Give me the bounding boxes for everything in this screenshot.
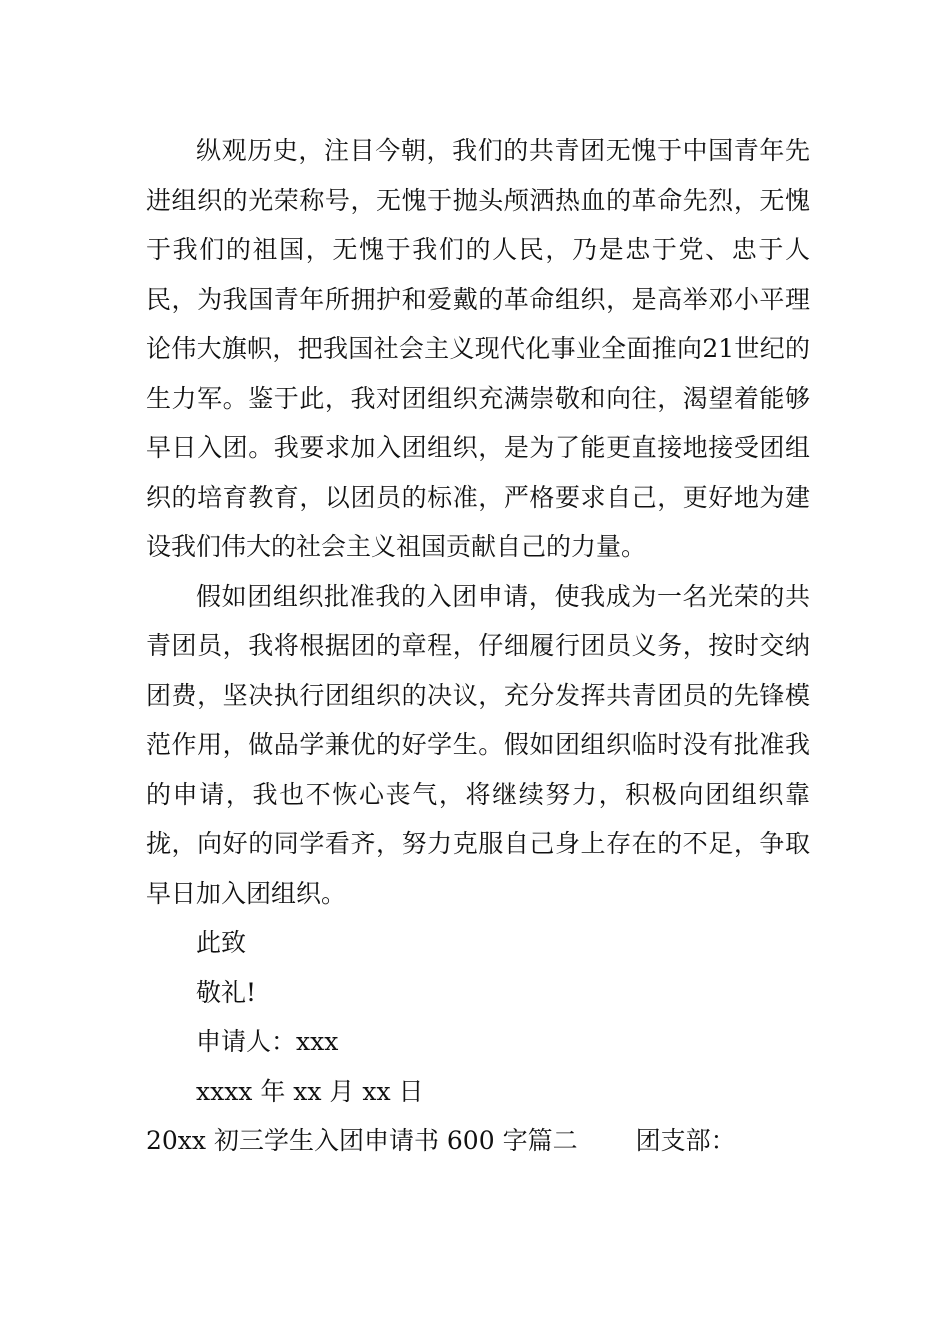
body-paragraph: 假如团组织批准我的入团申请，使我成为一名光荣的共青团员，我将根据团的章程，仔细履行团员义务，按时交纳团费，坚决执行团组织的决议，充分发挥共青团员的先锋模范作用，做品学兼优的好学生。假如团组织临时没有批准我的申请，我也不恢心丧气，将继续努力，积极向团组织靠拢，向好的同学看齐，努力克服自己身上存在的不足，争取早日加入团组织。 xyxy=(146,581,810,908)
body-paragraph: 纵观历史，注目今朝，我们的共青团无愧于中国青年先进组织的光荣称号，无愧于抛头颅洒热血的革命先烈，无愧于我们的祖国，无愧于我们的人民，乃是忠于党、忠于人民，为我国青年所拥护和爱戴的革命组织，是高举邓小平理论伟大旗帜，把我国社会主义现代化事业全面推向21世纪的生力军。鉴于此，我对团组织充满崇敬和向往，渴望着能够早日入团。我要求加入团组织，是为了能更直接地接受团组织的培育教育，以团员的标准，严格要求自己，更好地为建设我们伟大的社会主义祖国贡献自己的力量。 xyxy=(146,136,810,561)
next-section-heading xyxy=(146,1116,810,1166)
closing-greeting: 此致 xyxy=(196,928,247,957)
next-section-title: 20xx 初三学生入团申请书 600 字篇二 xyxy=(146,1126,578,1155)
applicant-signature: 申请人：xxx xyxy=(196,1027,339,1056)
application-date: xxxx 年 xx 月 xx 日 xyxy=(196,1076,424,1106)
next-section-salutation: 团支部： xyxy=(635,1126,736,1155)
closing-salute: 敬礼! xyxy=(196,977,257,1007)
document-body xyxy=(146,126,810,1166)
